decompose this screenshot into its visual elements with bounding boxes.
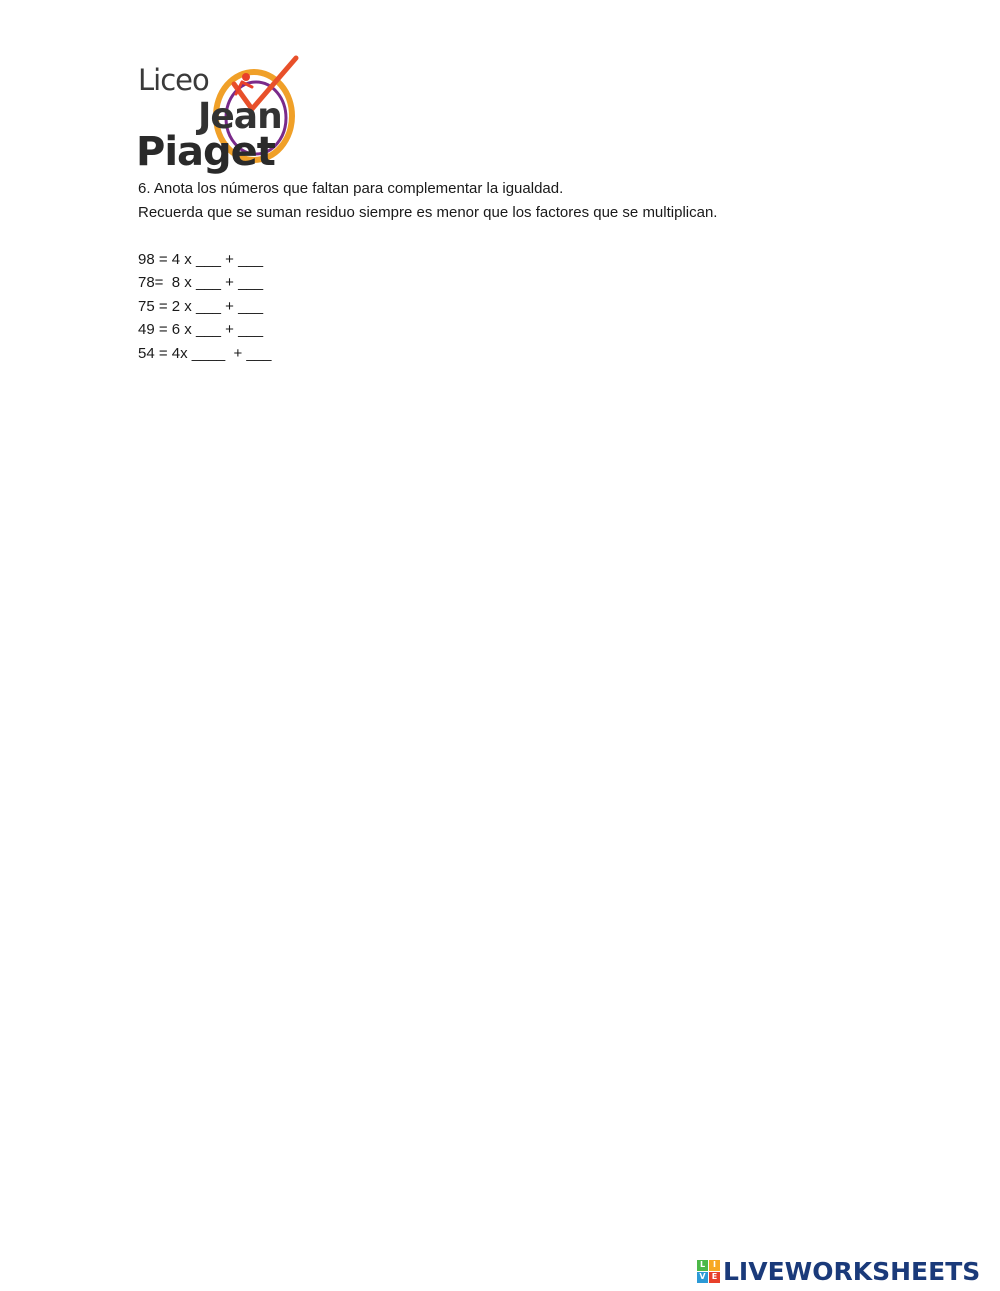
equation-line: 54 = 4x ____ + ___ xyxy=(138,344,272,362)
equation-line: 75 = 2 x ___ + ___ xyxy=(138,297,264,315)
exercise-instruction: 6. Anota los números que faltan para complementar la igualdad. xyxy=(138,180,564,197)
brand-squares-icon xyxy=(697,1260,720,1283)
brand-text: LIVEWORKSHEETS xyxy=(723,1256,981,1286)
logo-word-piaget: Piaget xyxy=(136,129,275,175)
brand-square: E xyxy=(709,1272,720,1283)
liveworksheets-brand xyxy=(697,1255,980,1287)
equation-line: 78= 8 x ___ + ___ xyxy=(138,274,264,291)
equation-line: 98 = 4 x ___ + ___ xyxy=(138,250,264,268)
school-logo xyxy=(134,54,299,176)
brand-square: I xyxy=(709,1260,720,1271)
equation-line: 49 = 6 x ___ + ___ xyxy=(138,321,264,338)
brand-square: L xyxy=(697,1260,708,1271)
logo-word-liceo: Liceo xyxy=(138,63,209,97)
brand-square: V xyxy=(697,1272,708,1283)
spacer xyxy=(138,224,898,248)
worksheet-content xyxy=(138,177,898,365)
exercise-hint: Recuerda que se suman residuo siempre es menor que los factores que se multiplican. xyxy=(138,203,718,221)
logo-word-jean: Jean xyxy=(198,96,282,137)
